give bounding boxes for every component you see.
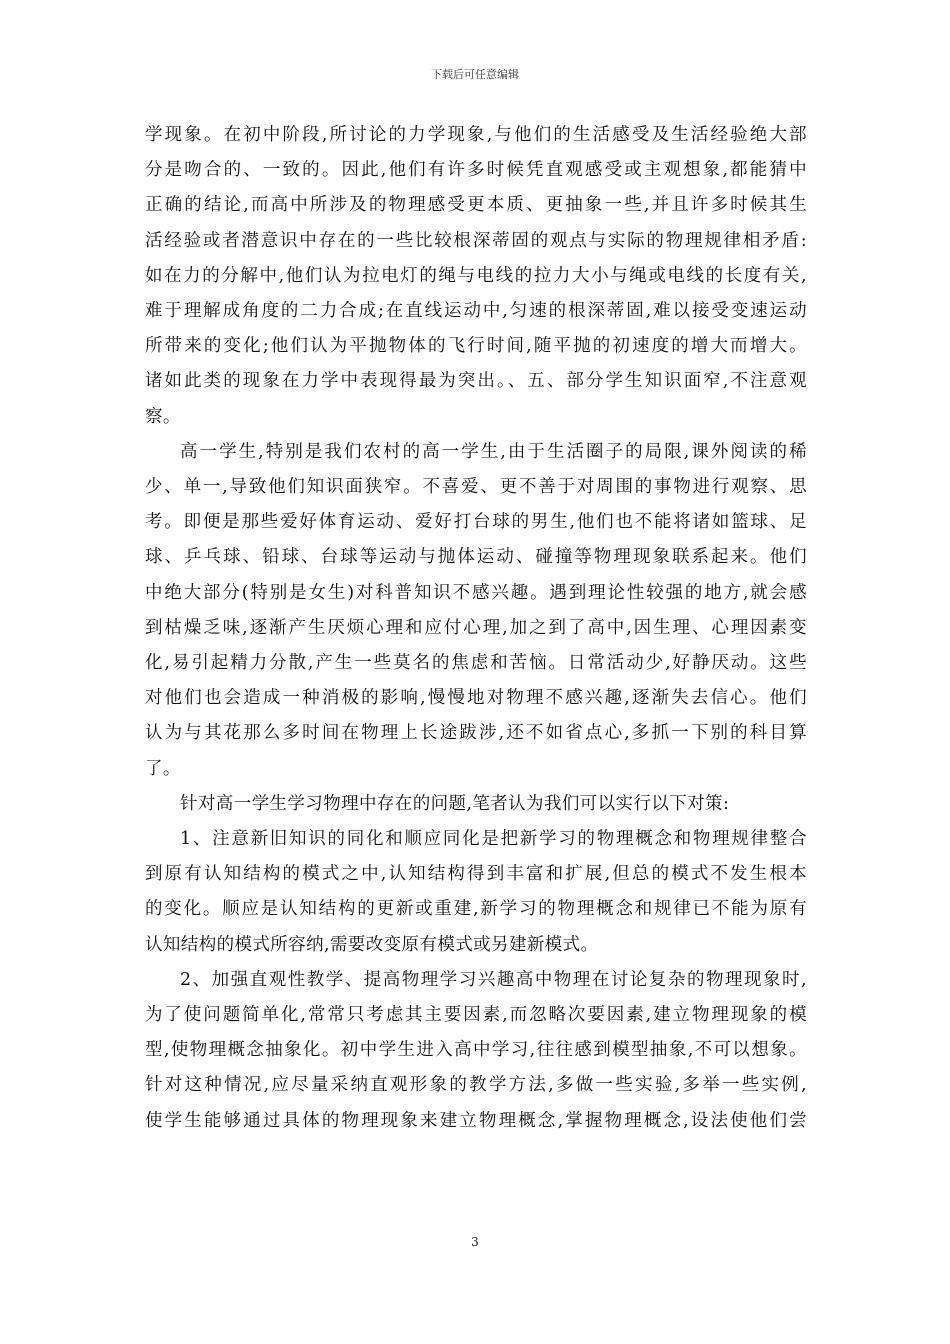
- text-line: 到原有认知结构的模式之中,认知结构得到丰富和扩展,但总的模式不发生根本: [145, 864, 807, 885]
- text-line: 使学生能够通过具体的物理现象来建立物理概念,掌握物理概念,设法使他们尝: [145, 1110, 807, 1131]
- text-line: 认为与其花那么多时间在物理上长途跋涉,还不如省点心,多抓一下别的科目算: [145, 723, 807, 744]
- text-line: 难于理解成角度的二力合成;在直线运动中,匀速的根深蒂固,难以接受变速运动: [145, 301, 807, 322]
- text-line: 中绝大部分(特别是女生)对科普知识不感兴趣。遇到理论性较强的地方,就会感: [145, 582, 807, 603]
- text-line: 少、单一,导致他们知识面狭窄。不喜爱、更不善于对周围的事物进行观察、思: [145, 477, 807, 498]
- text-line: 分是吻合的、一致的。因此,他们有许多时候凭直观感受或主观想象,都能猜中: [145, 160, 807, 181]
- paragraph-4: [145, 822, 807, 963]
- paragraph-5: [145, 963, 807, 1139]
- text-line: 到枯燥乏味,逐渐产生厌烦心理和应付心理,加之到了高中,因生理、心理因素变: [145, 617, 807, 638]
- text-line: 了。: [145, 758, 181, 779]
- text-line: 高一学生,特别是我们农村的高一学生,由于生活圈子的局限,课外阅读的稀: [180, 441, 807, 462]
- text-line: 2、加强直观性教学、提高物理学习兴趣高中物理在讨论复杂的物理现象时,: [180, 969, 807, 990]
- paragraph-2: [145, 435, 807, 787]
- text-line: 认知结构的模式所容纳,需要改变原有模式或另建新模式。: [145, 934, 599, 955]
- text-line: 活经验或者潜意识中存在的一些比较根深蒂固的观点与实际的物理规律相矛盾:: [145, 230, 807, 251]
- paragraph-3: [145, 787, 807, 822]
- document-body: [145, 118, 807, 1139]
- text-line: 诸如此类的现象在力学中表现得最为突出。、五、部分学生知识面窄,不注意观: [145, 371, 807, 392]
- text-line: 的变化。顺应是认知结构的更新或重建,新学习的物理概念和规律已不能为原有: [145, 899, 807, 920]
- text-line: 正确的结论,而高中所涉及的物理感受更本质、更抽象一些,并且许多时候其生: [145, 195, 807, 216]
- text-line: 球、乒乓球、铅球、台球等运动与抛体运动、碰撞等物理现象联系起来。他们: [145, 547, 807, 568]
- text-line: 型,使物理概念抽象化。初中学生进入高中学习,往往感到模型抽象,不可以想象。: [145, 1040, 807, 1061]
- text-line: 化,易引起精力分散,产生一些莫名的焦虑和苦恼。日常活动少,好静厌动。这些: [145, 653, 807, 674]
- text-line: 针对这种情况,应尽量采纳直观形象的教学方法,多做一些实验,多举一些实例,: [145, 1075, 807, 1096]
- text-line: 为了使问题简单化,常常只考虑其主要因素,而忽略次要因素,建立物理现象的模: [145, 1005, 807, 1026]
- text-line: 对他们也会造成一种消极的影响,慢慢地对物理不感兴趣,逐渐失去信心。他们: [145, 688, 807, 709]
- text-line: 针对高一学生学习物理中存在的问题,笔者认为我们可以实行以下对策:: [180, 793, 730, 814]
- text-line: 所带来的变化;他们认为平抛物体的飞行时间,随平抛的初速度的增大而增大。: [145, 336, 807, 357]
- text-line: 察。: [145, 406, 181, 427]
- paragraph-1: [145, 118, 807, 435]
- text-line: 1、注意新旧知识的同化和顺应同化是把新学习的物理概念和物理规律整合: [180, 829, 807, 850]
- page-number: 3: [471, 1235, 479, 1249]
- page-header: 下载后可任意编辑: [431, 68, 519, 81]
- text-line: 如在力的分解中,他们认为拉电灯的绳与电线的拉力大小与绳或电线的长度有关,: [145, 265, 807, 286]
- text-line: 学现象。在初中阶段,所讨论的力学现象,与他们的生活感受及生活经验绝大部: [145, 125, 807, 145]
- text-line: 考。即便是那些爱好体育运动、爱好打台球的男生,他们也不能将诸如篮球、足: [145, 512, 807, 533]
